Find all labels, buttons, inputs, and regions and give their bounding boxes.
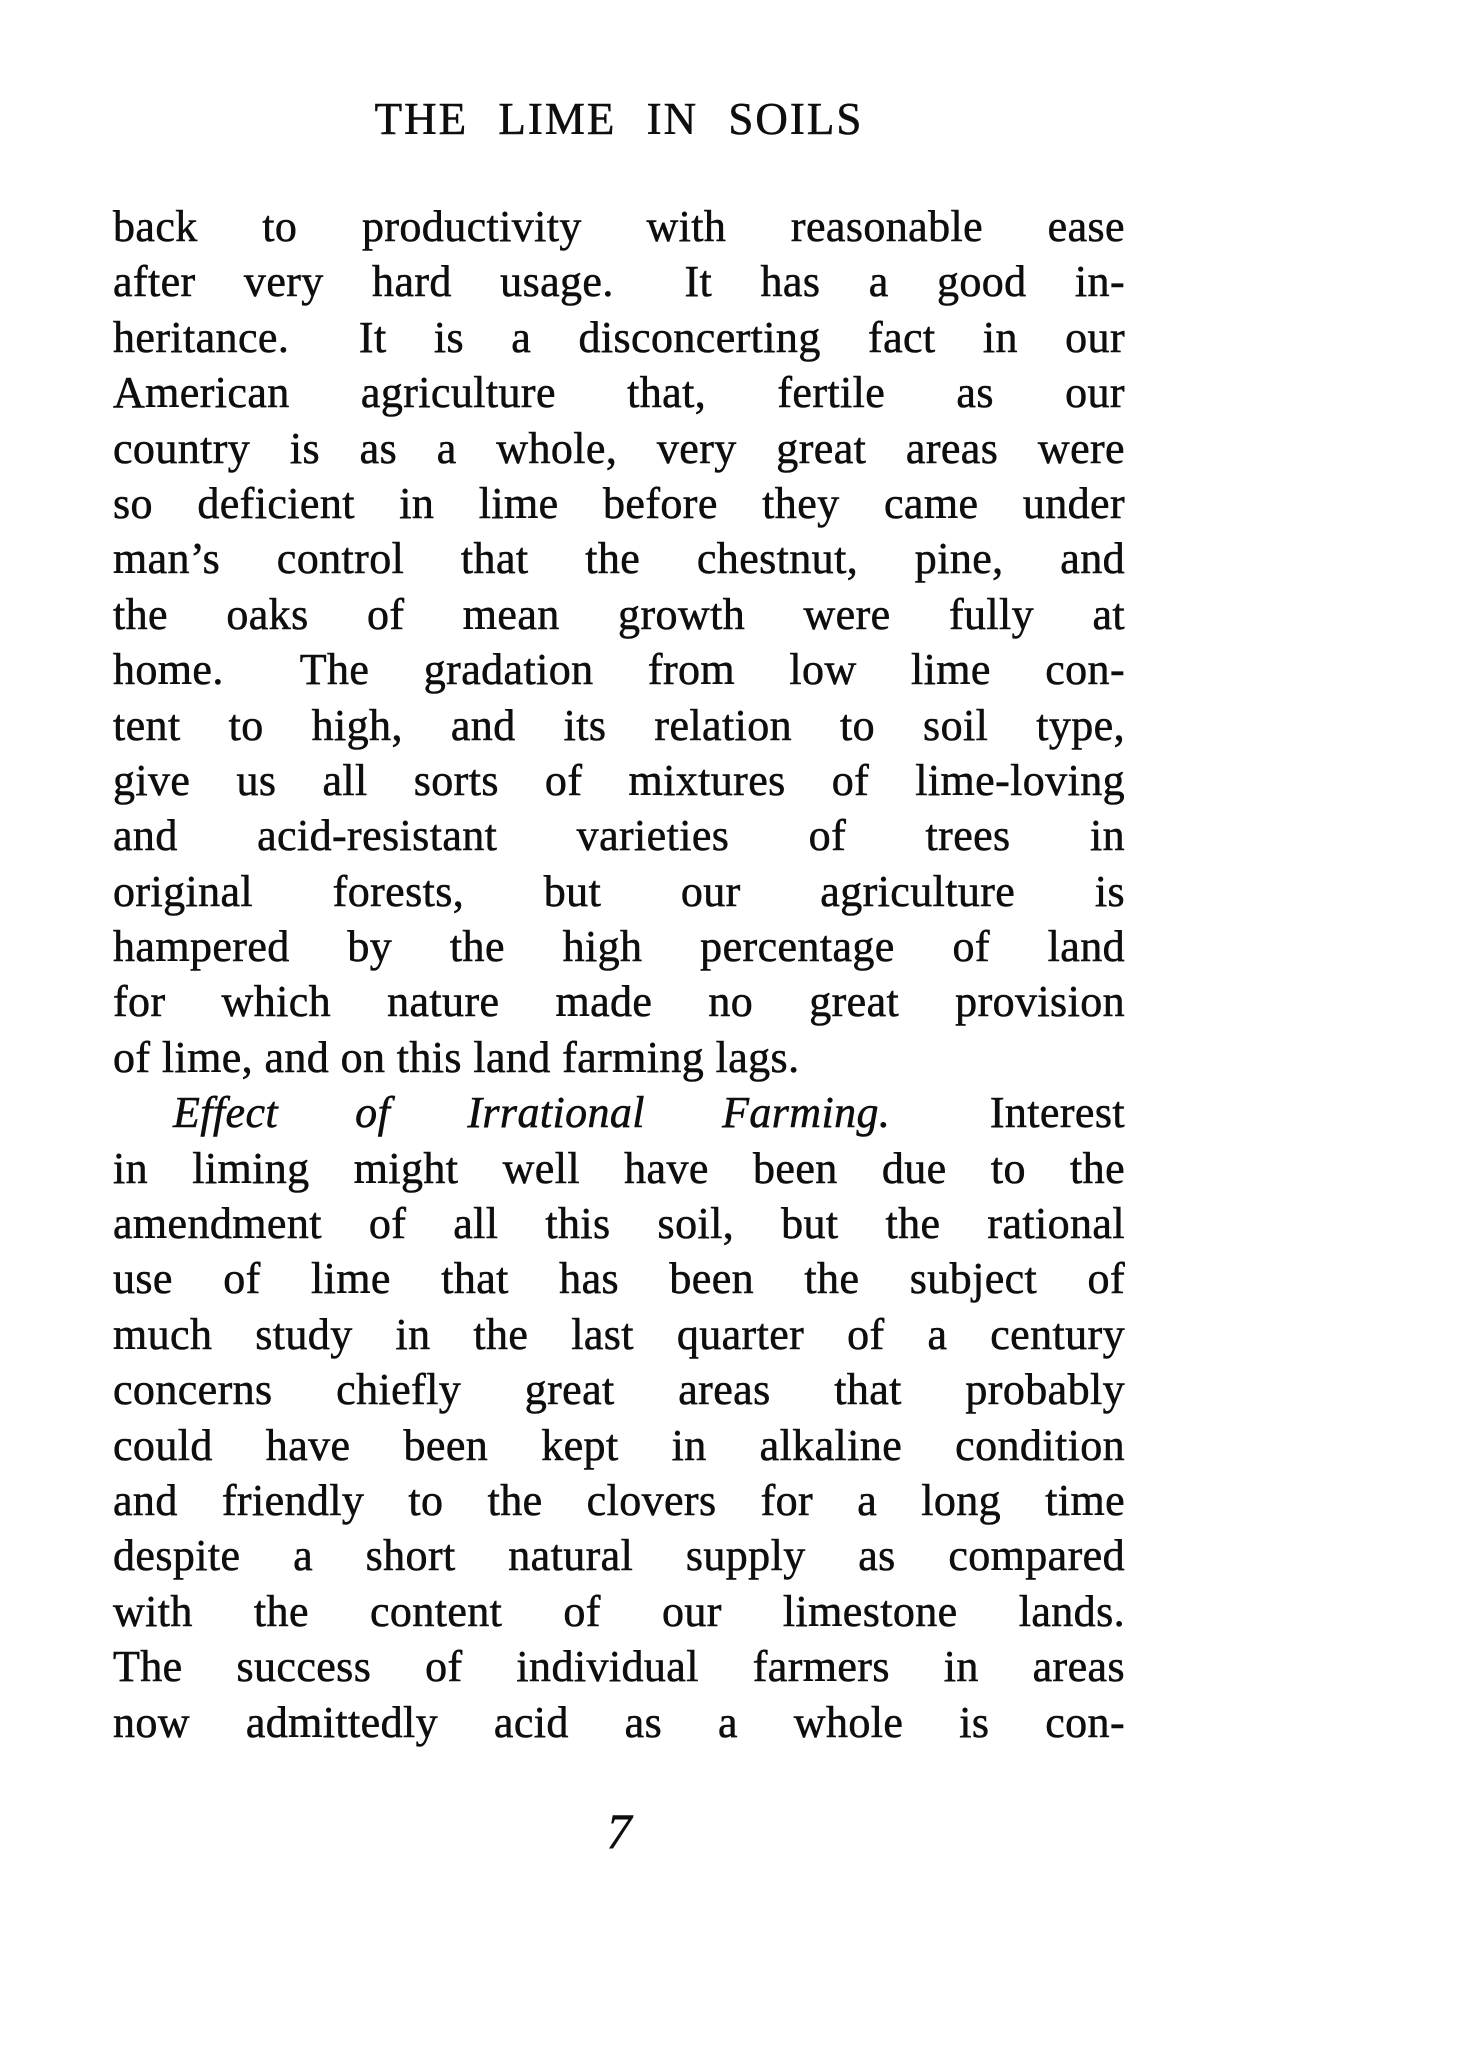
text-line: country is as a whole, very great areas were bbox=[113, 423, 1125, 473]
paragraph bbox=[113, 199, 1125, 1085]
page-number: 7 bbox=[606, 1803, 632, 1859]
text-line: for which nature made no great provision bbox=[113, 977, 1125, 1027]
running-head-title: THE LIME IN SOILS bbox=[374, 94, 864, 144]
text-line: despite a short natural supply as compared bbox=[113, 1531, 1125, 1581]
text-line: so deficient in lime before they came under bbox=[113, 478, 1125, 528]
text-line: back to productivity with reasonable ease bbox=[113, 202, 1125, 251]
text-line: and friendly to the clovers for a long time bbox=[113, 1475, 1125, 1525]
text-line: of lime, and on this land farming lags. bbox=[113, 1032, 800, 1082]
text-line: could have been kept in alkaline condition bbox=[113, 1420, 1125, 1470]
text-line: concerns chiefly great areas that probably bbox=[113, 1365, 1125, 1415]
text-line: The success of individual farmers in areas bbox=[113, 1642, 1125, 1692]
text-line: American agriculture that, fertile as our bbox=[113, 368, 1125, 418]
text-line: heritance. It is a disconcerting fact in our bbox=[113, 312, 1125, 362]
section-lead-italic: Effect of Irrational Farming. bbox=[173, 1088, 891, 1138]
body-text bbox=[113, 199, 1125, 1750]
text-line: original forests, but our agriculture is bbox=[113, 866, 1125, 916]
text-line bbox=[113, 1085, 1125, 1140]
text-line: and acid-resistant varieties of trees in bbox=[113, 811, 1125, 861]
text-line: amendment of all this soil, but the rational bbox=[113, 1199, 1125, 1249]
text-line: now admittedly acid as a whole is con- bbox=[113, 1697, 1125, 1747]
text-line: the oaks of mean growth were fully at bbox=[113, 589, 1125, 639]
text-line: much study in the last quarter of a century bbox=[113, 1309, 1125, 1359]
text-line: in liming might well have been due to the bbox=[113, 1143, 1125, 1193]
text-line: after very hard usage. It has a good in- bbox=[113, 257, 1125, 307]
text-line: hampered by the high percentage of land bbox=[113, 922, 1125, 972]
section-lead-roman: Interest bbox=[989, 1088, 1125, 1138]
text-line: tent to high, and its relation to soil type, bbox=[113, 700, 1125, 750]
paragraph bbox=[113, 1085, 1125, 1750]
text-line: man’s control that the chestnut, pine, and bbox=[113, 534, 1125, 584]
text-line: home. The gradation from low lime con- bbox=[113, 645, 1125, 695]
text-line: give us all sorts of mixtures of lime-loving bbox=[113, 755, 1125, 805]
text-line: with the content of our limestone lands. bbox=[113, 1586, 1125, 1636]
text-line: use of lime that has been the subject of bbox=[113, 1254, 1125, 1304]
